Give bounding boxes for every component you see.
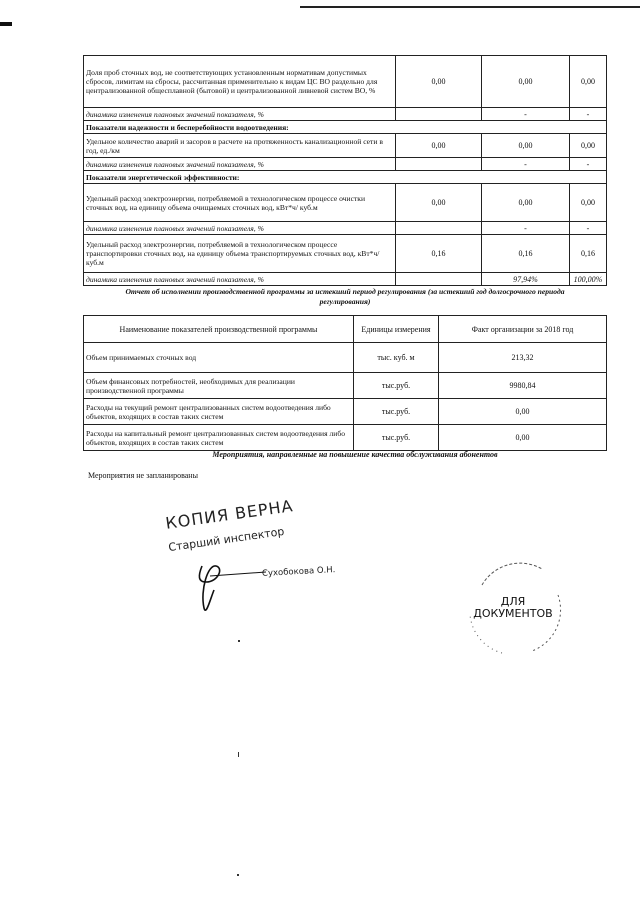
row-unit: тыс.руб. (354, 373, 439, 399)
row-value: 9980,84 (439, 373, 607, 399)
indicator-value: 0,16 (570, 235, 607, 273)
table-row (84, 343, 607, 373)
indicator-value: 100,00% (570, 273, 607, 286)
program-report-table (83, 315, 607, 451)
indicator-value: 0,00 (570, 184, 607, 222)
indicator-value: 0,00 (396, 56, 482, 108)
indicator-name: Удельный расход электроэнергии, потребляемой в технологическом процессе очистки сточных вод, на единицу объема очищаемых сточных вод, кВт*ч/ куб.м (84, 184, 396, 222)
table-row (84, 425, 607, 451)
section-header-row (84, 171, 607, 184)
indicator-name: динамика изменения плановых значений показателя, % (84, 108, 396, 121)
indicator-name: Удельное количество аварий и засоров в расчете на протяженность канализационной сети в год, ед./км (84, 134, 396, 158)
inspector-stamp: Старший инспектор (167, 524, 286, 555)
indicator-value: 0,00 (570, 56, 607, 108)
row-value: 0,00 (439, 425, 607, 451)
indicator-value: - (482, 222, 570, 235)
indicator-value: - (570, 108, 607, 121)
indicator-value (396, 108, 482, 121)
indicator-row (84, 56, 607, 108)
top-border-line (300, 6, 640, 8)
row-value: 0,00 (439, 399, 607, 425)
round-stamp-line2: ДОКУМЕНТОВ (473, 607, 553, 620)
report-title: Отчет об исполнении производственной программы за истекший период регулирования (за истекший год долгосрочного периода регулирования) (125, 287, 565, 306)
handwritten-signature (188, 560, 268, 620)
header-name: Наименование показателей производственной программы (84, 316, 354, 343)
indicator-value: 0,00 (396, 134, 482, 158)
table-header-row (84, 316, 607, 343)
dynamics-row (84, 108, 607, 121)
indicator-value: 0,00 (396, 184, 482, 222)
table-row (84, 373, 607, 399)
row-value: 213,32 (439, 343, 607, 373)
round-stamp-line1: ДЛЯ (500, 595, 526, 608)
round-stamp-text (468, 596, 558, 620)
scan-speck (238, 640, 240, 642)
indicator-row (84, 235, 607, 273)
section-header: Показатели энергетической эффективности: (84, 171, 607, 184)
indicator-value: 0,00 (570, 134, 607, 158)
dynamics-row (84, 222, 607, 235)
header-fact: Факт организации за 2018 год (439, 316, 607, 343)
indicator-name: динамика изменения плановых значений показателя, % (84, 273, 396, 286)
indicator-name: динамика изменения плановых значений показателя, % (84, 158, 396, 171)
row-name: Расходы на капитальный ремонт централизованных систем водоотведения либо объектов, входящих в состав таких систем (84, 425, 354, 451)
indicator-value: - (482, 108, 570, 121)
row-unit: тыс.руб. (354, 399, 439, 425)
scan-speck (238, 752, 239, 757)
dynamics-row (84, 158, 607, 171)
indicator-name: Удельный расход электроэнергии, потребляемой в технологическом процессе транспортировки сточных вод, на единицу объема транспортируемых сточных вод, кВт*ч/ куб.м (84, 235, 396, 273)
row-name: Объем принимаемых сточных вод (84, 343, 354, 373)
row-name: Расходы на текущий ремонт централизованных систем водоотведения либо объектов, входящих в состав таких систем (84, 399, 354, 425)
indicator-row (84, 134, 607, 158)
section-header: Показатели надежности и бесперебойности водоотведения: (84, 121, 607, 134)
inspector-name: Сухобокова О.Н. (261, 565, 336, 579)
measures-title: Мероприятия, направленные на повышение качества обслуживания абонентов (212, 450, 498, 459)
indicator-name: динамика изменения плановых значений показателя, % (84, 222, 396, 235)
indicator-value (396, 273, 482, 286)
indicator-value: 0,00 (482, 184, 570, 222)
scan-corner-mark (0, 22, 12, 26)
indicator-value (396, 222, 482, 235)
row-unit: тыс.руб. (354, 425, 439, 451)
row-name: Объем финансовых потребностей, необходимых для реализации производственной программы (84, 373, 354, 399)
indicator-value: 0,16 (396, 235, 482, 273)
indicator-value: 97,94% (482, 273, 570, 286)
scan-speck (237, 874, 239, 876)
indicator-value: 0,00 (482, 134, 570, 158)
table-row (84, 399, 607, 425)
measures-text: Мероприятия не запланированы (88, 471, 198, 480)
indicators-table (83, 55, 607, 286)
section-header-row (84, 121, 607, 134)
indicator-value: - (570, 158, 607, 171)
indicator-value: 0,00 (482, 56, 570, 108)
indicator-value: - (482, 158, 570, 171)
row-unit: тыс. куб. м (354, 343, 439, 373)
indicator-row (84, 184, 607, 222)
copy-verified-stamp: КОПИЯ ВЕРНА (164, 496, 295, 533)
header-unit: Единицы измерения (354, 316, 439, 343)
indicator-value: - (570, 222, 607, 235)
indicator-name: Доля проб сточных вод, не соответствующих установленным нормативам допустимых сбросов, лимитам на сбросы, рассчитанная применительно к видам ЦС ВО раздельно для централизованной общесплавной (бытовой) и централизованной ливневой систем ВО, % (84, 56, 396, 108)
indicator-value (396, 158, 482, 171)
dynamics-row (84, 273, 607, 286)
indicator-value: 0,16 (482, 235, 570, 273)
